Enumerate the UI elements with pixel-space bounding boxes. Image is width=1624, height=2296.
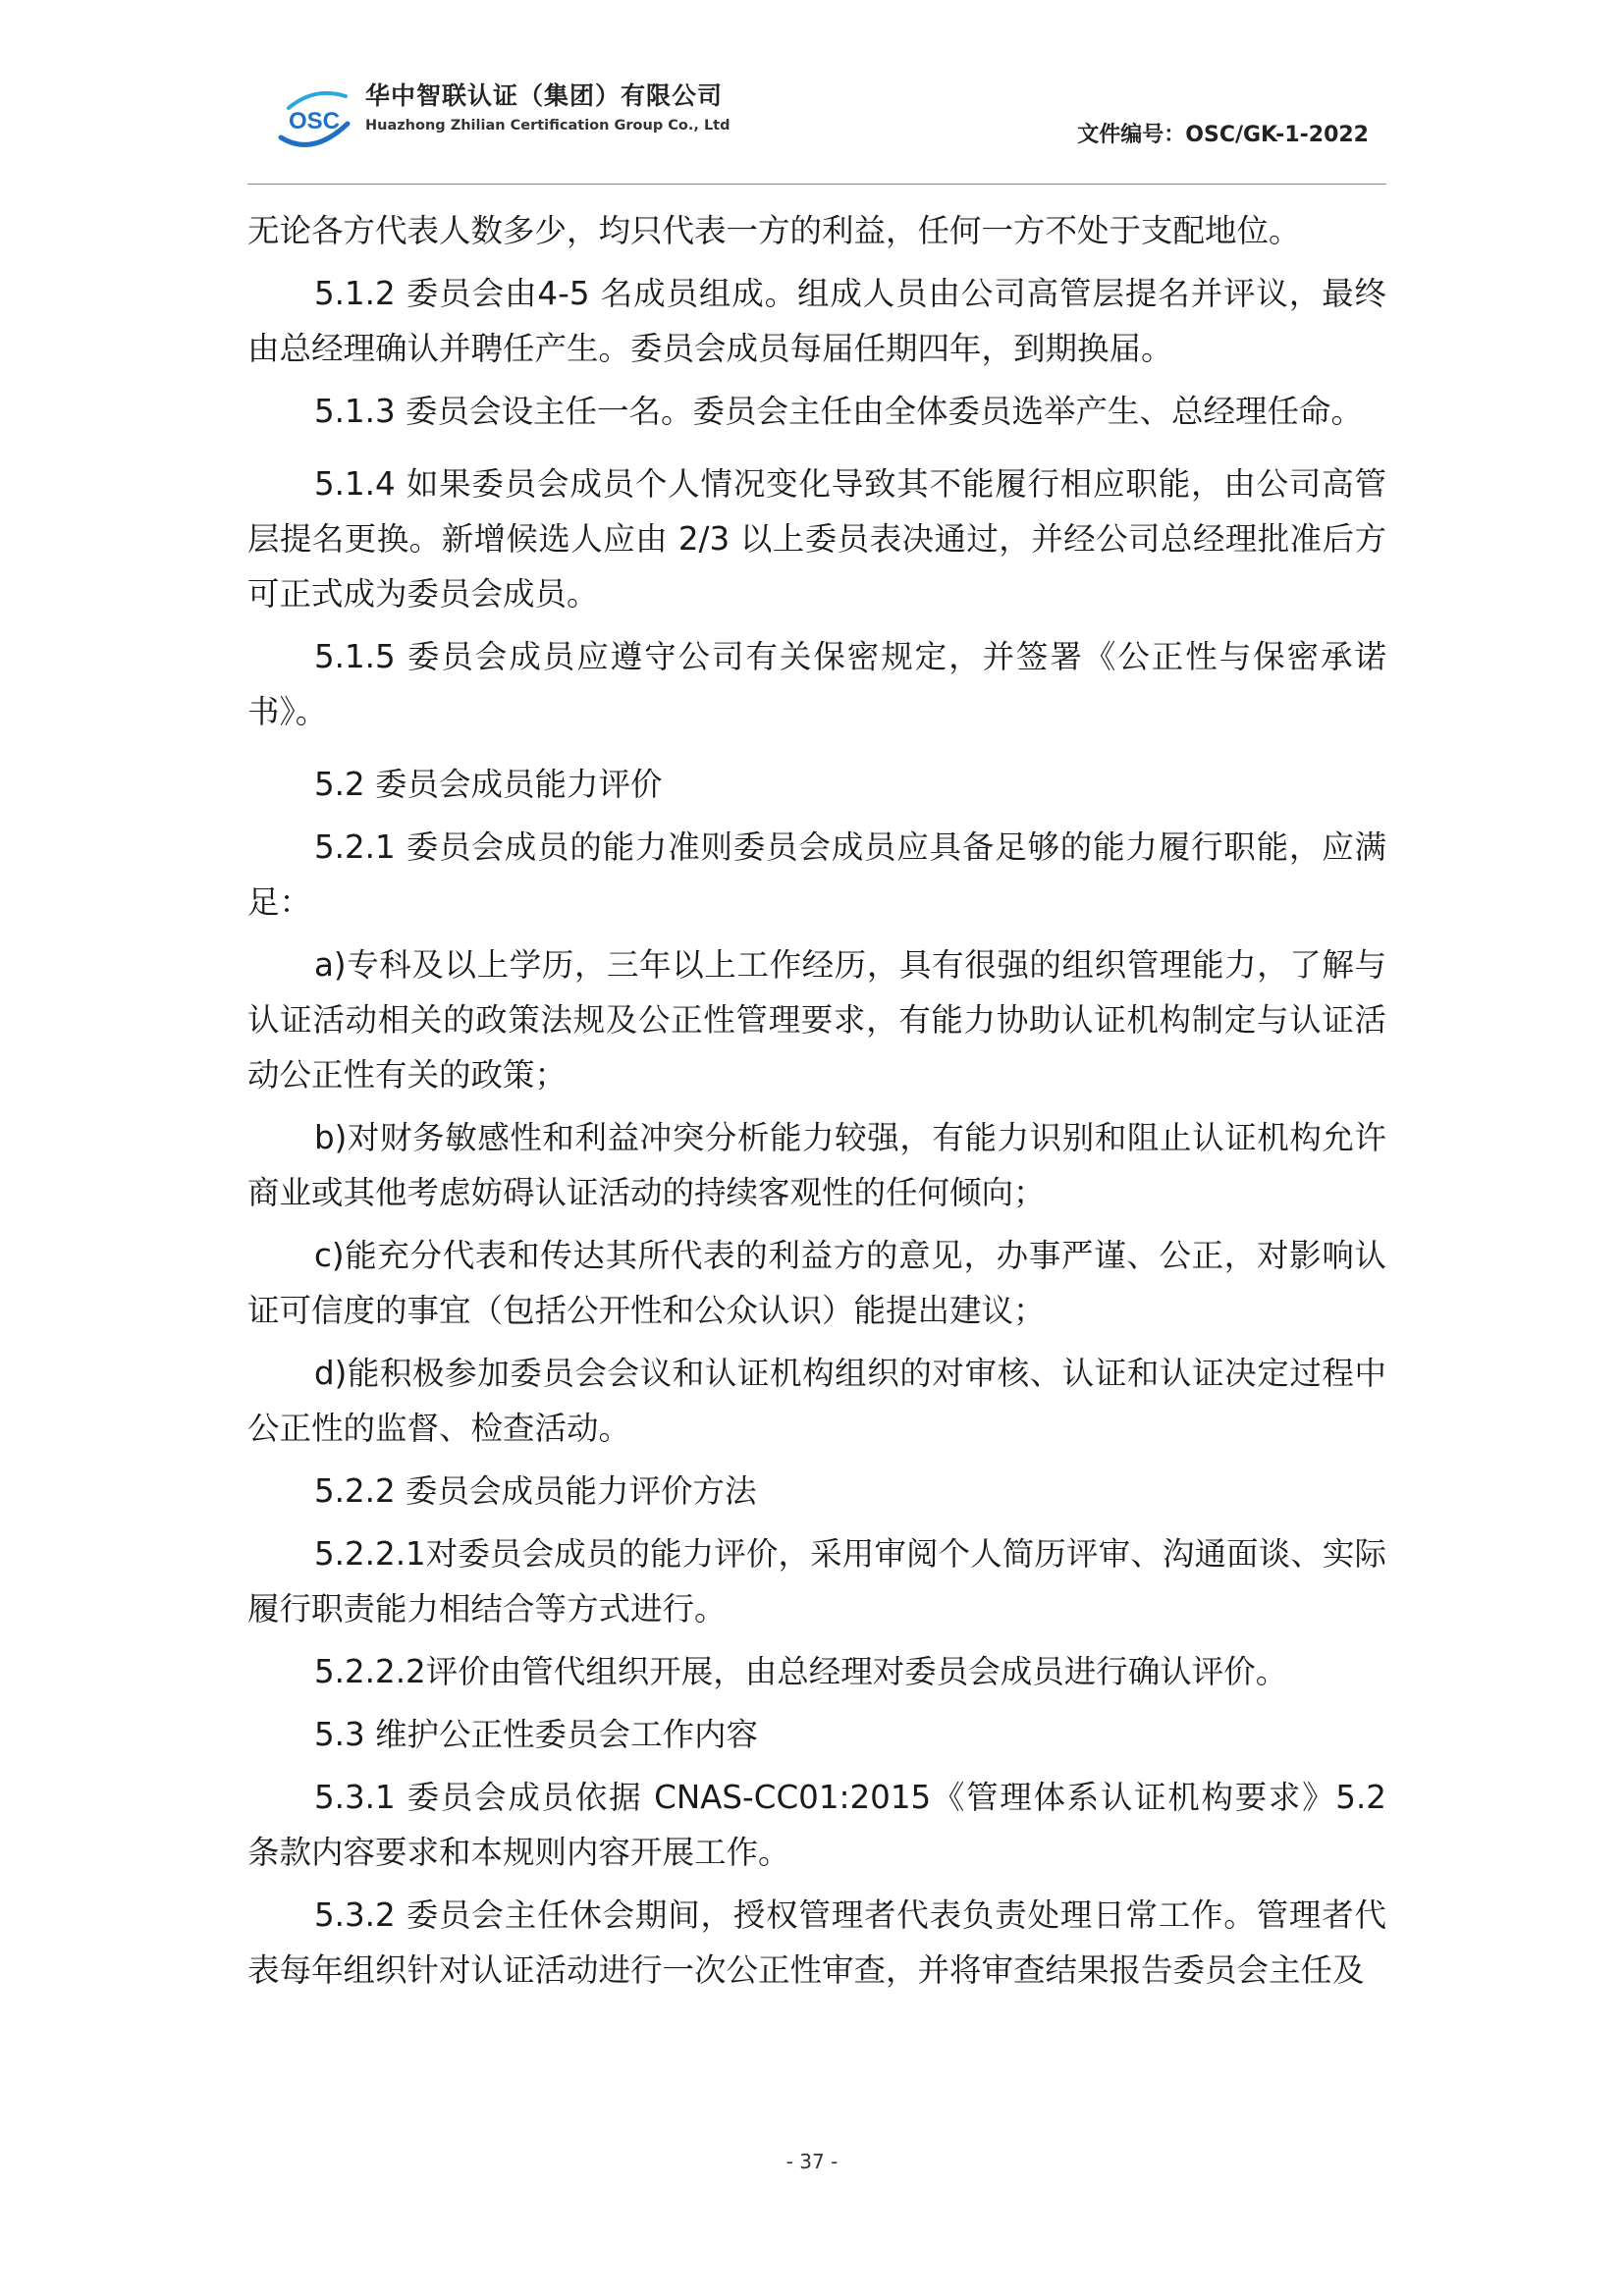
paragraph-5-2-2-2: 5.2.2.2评价由管代组织开展，由总经理对委员会成员进行确认评价。 [314,1653,1288,1690]
company-name-en: Huazhong Zhilian Certification Group Co., Ltd [365,118,731,133]
paragraph-5-1-3: 5.1.3 委员会设主任一名。委员会主任由全体委员选举产生、总经理任命。 [314,393,1364,430]
company-name-cn: 华中智联认证（集团）有限公司 [365,81,724,110]
section-heading-5-2-2: 5.2.2 委员会成员能力评价方法 [314,1472,757,1510]
section-heading-5-2: 5.2 委员会成员能力评价 [314,766,663,803]
paragraph-5-1-2: 5.1.2 委员会由4-5 名成员组成。组成人员由公司高管层提名并评议，最终由总经理确认并聘任产生。委员会成员每届任期四年，到期换届。 [247,275,1386,367]
document-body [247,203,1386,2005]
paragraph-5-1-5: 5.1.5 委员会成员应遵守公司有关保密规定，并签署《公正性与保密承诺书》。 [247,638,1386,730]
list-item-b: b)对财务敏感性和利益冲突分析能力较强，有能力识别和阻止认证机构允许商业或其他考虑妨碍认证活动的持续客观性的任何倾向； [247,1119,1386,1211]
paragraph-5-3-2: 5.3.2 委员会主任休会期间，授权管理者代表负责处理日常工作。管理者代表每年组织针对认证活动进行一次公正性审查，并将审查结果报告委员会主任及 [247,1896,1386,1989]
osc-logo-icon [275,79,353,157]
page-number: - 37 - [785,2150,839,2173]
document-number: 文件编号：OSC/GK-1-2022 [1077,123,1369,147]
list-item-d: d)能积极参加委员会会议和认证机构组织的对审核、认证和认证决定过程中公正性的监督、检查活动。 [247,1355,1386,1447]
logo-text: OSC [288,108,341,134]
paragraph: 无论各方代表人数多少，均只代表一方的利益，任何一方不处于支配地位。 [247,212,1301,249]
paragraph-5-2-2-1: 5.2.2.1对委员会成员的能力评价，采用审阅个人简历评审、沟通面谈、实际履行职责能力相结合等方式进行。 [247,1535,1386,1628]
header-divider [247,184,1386,185]
paragraph-5-3-1: 5.3.1 委员会成员依据 CNAS-CC01:2015《管理体系认证机构要求》5.2 条款内容要求和本规则内容开展工作。 [247,1779,1386,1871]
list-item-a: a)专科及以上学历，三年以上工作经历，具有很强的组织管理能力，了解与认证活动相关的政策法规及公正性管理要求，有能力协助认证机构制定与认证活动公正性有关的政策； [247,946,1386,1094]
section-heading-5-3: 5.3 维护公正性委员会工作内容 [314,1716,759,1753]
page-header [245,69,1384,185]
paragraph-5-1-4: 5.1.4 如果委员会成员个人情况变化导致其不能履行相应职能，由公司高管层提名更换。新增候选人应由 2/3 以上委员表决通过，并经公司总经理批准后方可正式成为委员会成员。 [247,465,1386,613]
list-item-c: c)能充分代表和传达其所代表的利益方的意见，办事严谨、公正，对影响认证可信度的事宜（包括公开性和公众认识）能提出建议； [247,1237,1386,1329]
paragraph-5-2-1: 5.2.1 委员会成员的能力准则委员会成员应具备足够的能力履行职能，应满足： [247,828,1386,921]
